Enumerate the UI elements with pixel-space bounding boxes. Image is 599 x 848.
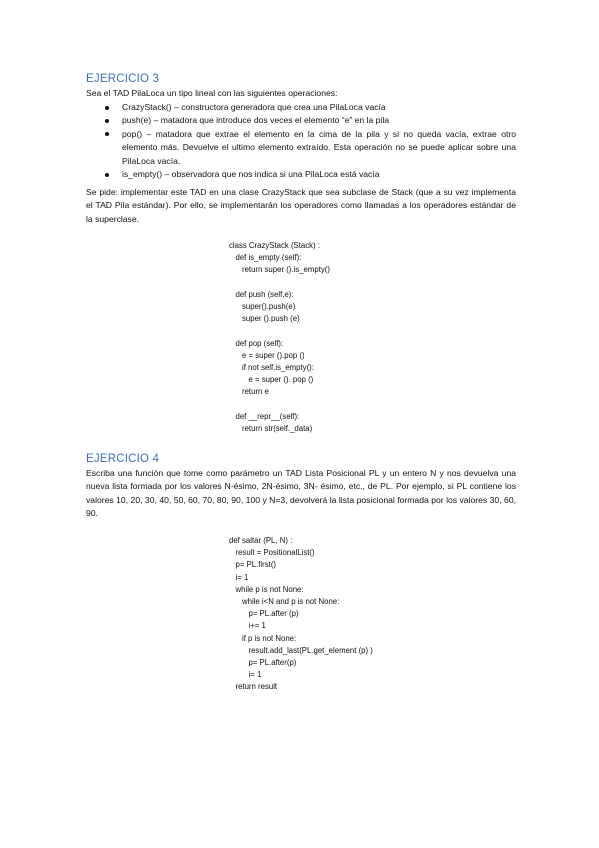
exercise-3-heading: EJERCICIO 3 — [86, 73, 160, 85]
list-item: push(e) – matadora que introduce dos veces el elemento “e” en la pila — [86, 114, 516, 127]
bullet-icon — [105, 173, 109, 177]
bullet-icon — [105, 132, 109, 136]
list-item: CrazyStack() – constructora generadora que crea una PilaLoca vacía — [86, 101, 516, 114]
exercise-3-intro: Sea el TAD PilaLoca un tipo lineal con las siguientes operaciones: — [86, 88, 338, 98]
exercise-4-text: Escriba una función que tome como parámetro un TAD Lista Posicional PL y un entero N y nos devuelva una nueva lista formada por los valores N-ésimo, 2N-ésimo, 3N- ésimo, etc., de PL. Por ejemplo, si PL contiene los valores 10, 20, 30, 40, 50, 60, 70, 80, 90, 100 y N=3, devolverá la lista posicional formada por los valores 30, 60, 90. — [86, 468, 516, 519]
crazystack-code-block: class CrazyStack (Stack) : def is_empty (self): return super ().is_empty() def push (self,e): super().push(e) super ().push (e) def pop (self): e = super ().pop () if not self.is_empty(): e = super (). pop () return e def __repr__(self): return str(self._data) — [229, 241, 330, 434]
operations-list — [86, 101, 516, 181]
saltar-code-block: def saltar (PL, N) : result = PositionalList() p= PL.first() i= 1 while p is not None: while i<N and p is not None: p= PL.after (p) i+= 1 if p is not None: result.add_last(PL.get_element (p) ) p= PL.after(p) i= 1 return result — [229, 536, 373, 692]
exercise-4-heading: EJERCICIO 4 — [86, 453, 160, 465]
list-item: pop() – matadora que extrae el elemento en la cima de la pila y si no queda vacía, extrae otro elemento más. Devuelve el ultimo elemento extraído. Esta operación no se puede aplicar sobre una PilaLoca vacía. — [86, 128, 516, 168]
exercise-3-task: Se pide: implementar este TAD en una clase CrazyStack que sea subclase de Stack (que a su vez implementa el TAD Pila estándar). Por ello, se implementarán los operadores como llamadas a los operadores estándar de la superclase. — [86, 187, 516, 224]
bullet-icon — [105, 119, 109, 123]
bullet-icon — [105, 106, 109, 110]
list-item: is_empty() – observadora que nos indica si una PilaLoca está vacía — [86, 168, 516, 181]
